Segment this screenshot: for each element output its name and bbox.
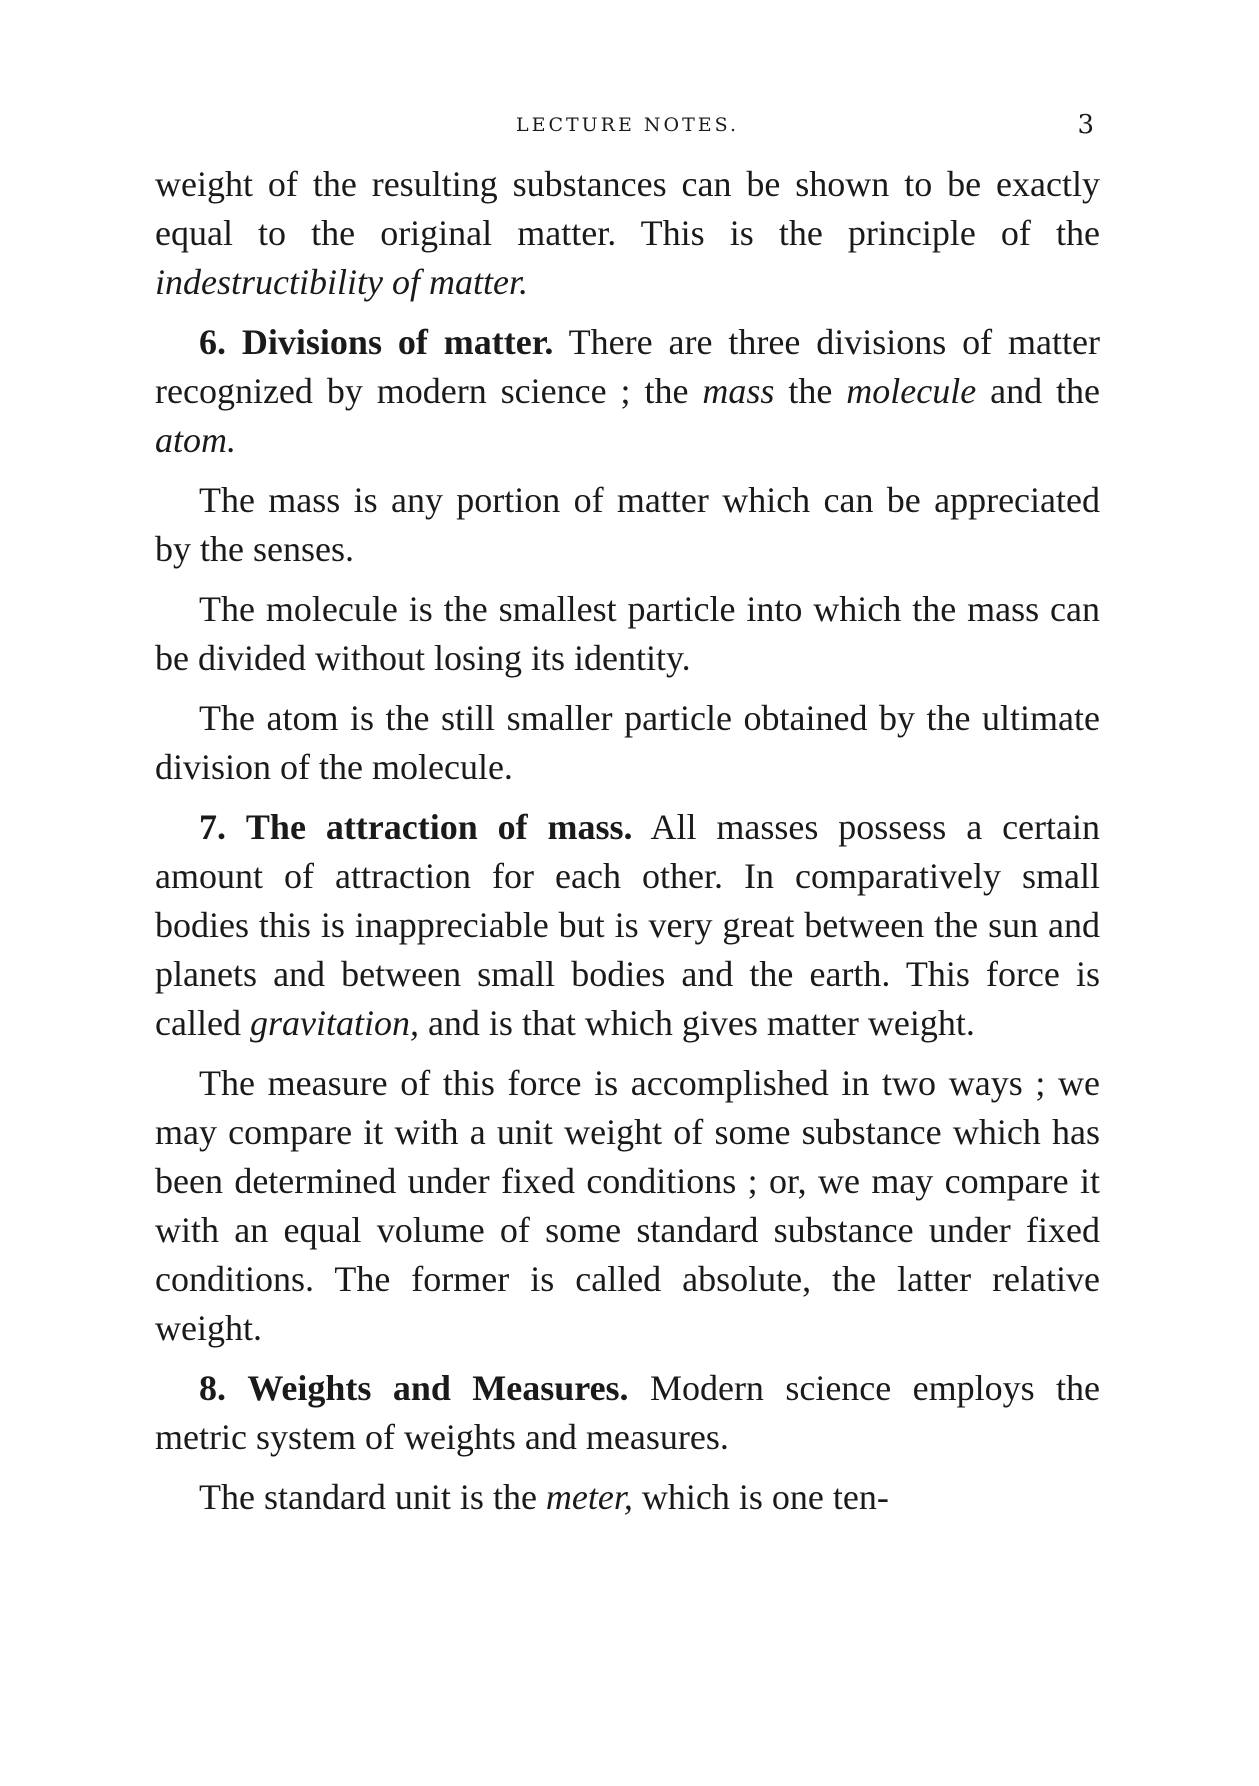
section-title: The attraction of mass.	[245, 807, 633, 847]
text-run: and is that which gives matter weight.	[418, 1003, 975, 1043]
section-number: 8.	[199, 1368, 226, 1408]
text-run: the	[774, 371, 847, 411]
section-number: 6.	[199, 322, 226, 362]
italic-term: gravitation,	[249, 1003, 419, 1043]
italic-term: indestructibility of matter.	[155, 262, 528, 302]
text-run: The standard unit is the	[199, 1477, 546, 1517]
italic-term: meter,	[545, 1477, 633, 1517]
paragraph-atom: The atom is the still smaller particle obtained by the ultimate division of the molecule.	[155, 698, 1100, 787]
section-6-divisions-of-matter	[155, 318, 1100, 465]
paragraph-mass: The mass is any portion of matter which can be appreciated by the senses.	[155, 480, 1100, 569]
text-run: Modern science employs the metric system of weights and measures.	[155, 1368, 1101, 1457]
section-title: Divisions of matter.	[241, 322, 554, 362]
section-7-attraction-of-mass	[155, 803, 1100, 1048]
text-run: which is one ten-	[632, 1477, 889, 1517]
italic-term: mass	[702, 371, 775, 411]
page-number: 3	[1077, 110, 1094, 140]
body-text	[155, 160, 1100, 1522]
section-number: 7.	[199, 807, 226, 847]
paragraph-molecule: The molecule is the smallest particle into which the mass can be divided without losing its identity.	[155, 589, 1100, 678]
italic-term: atom.	[155, 420, 236, 460]
paragraph-measure-of-force: The measure of this force is accomplished in two ways ; we may compare it with a unit weight of some substance which has been determined under fixed conditions ; or, we may compare it with an equal volume of some standard substance under fixed conditions. The former is called absolute, the latter relative weight.	[155, 1063, 1100, 1348]
section-title: Weights and Measures.	[247, 1368, 629, 1408]
book-page	[155, 92, 1100, 1533]
italic-term: molecule	[846, 371, 977, 411]
section-8-weights-and-measures	[155, 1364, 1100, 1462]
running-title: LECTURE NOTES.	[515, 114, 740, 136]
paragraph-standard-unit	[155, 1473, 1100, 1522]
text-run: weight of the resulting substances can be shown to be exactly equal to the original matter. This is the principle of the	[155, 164, 1100, 253]
text-run: There are three divisions of matter recognized by modern science ; the	[155, 322, 1101, 411]
text-run: All masses possess a certain amount of attraction for each other. In comparatively small bodies this is inappreciable but is very great between the sun and planets and between small bodies and the earth. This force is called	[155, 807, 1100, 1043]
paragraph-indestructibility	[155, 160, 1100, 307]
running-head	[155, 92, 1100, 152]
text-run: and the	[976, 371, 1100, 411]
